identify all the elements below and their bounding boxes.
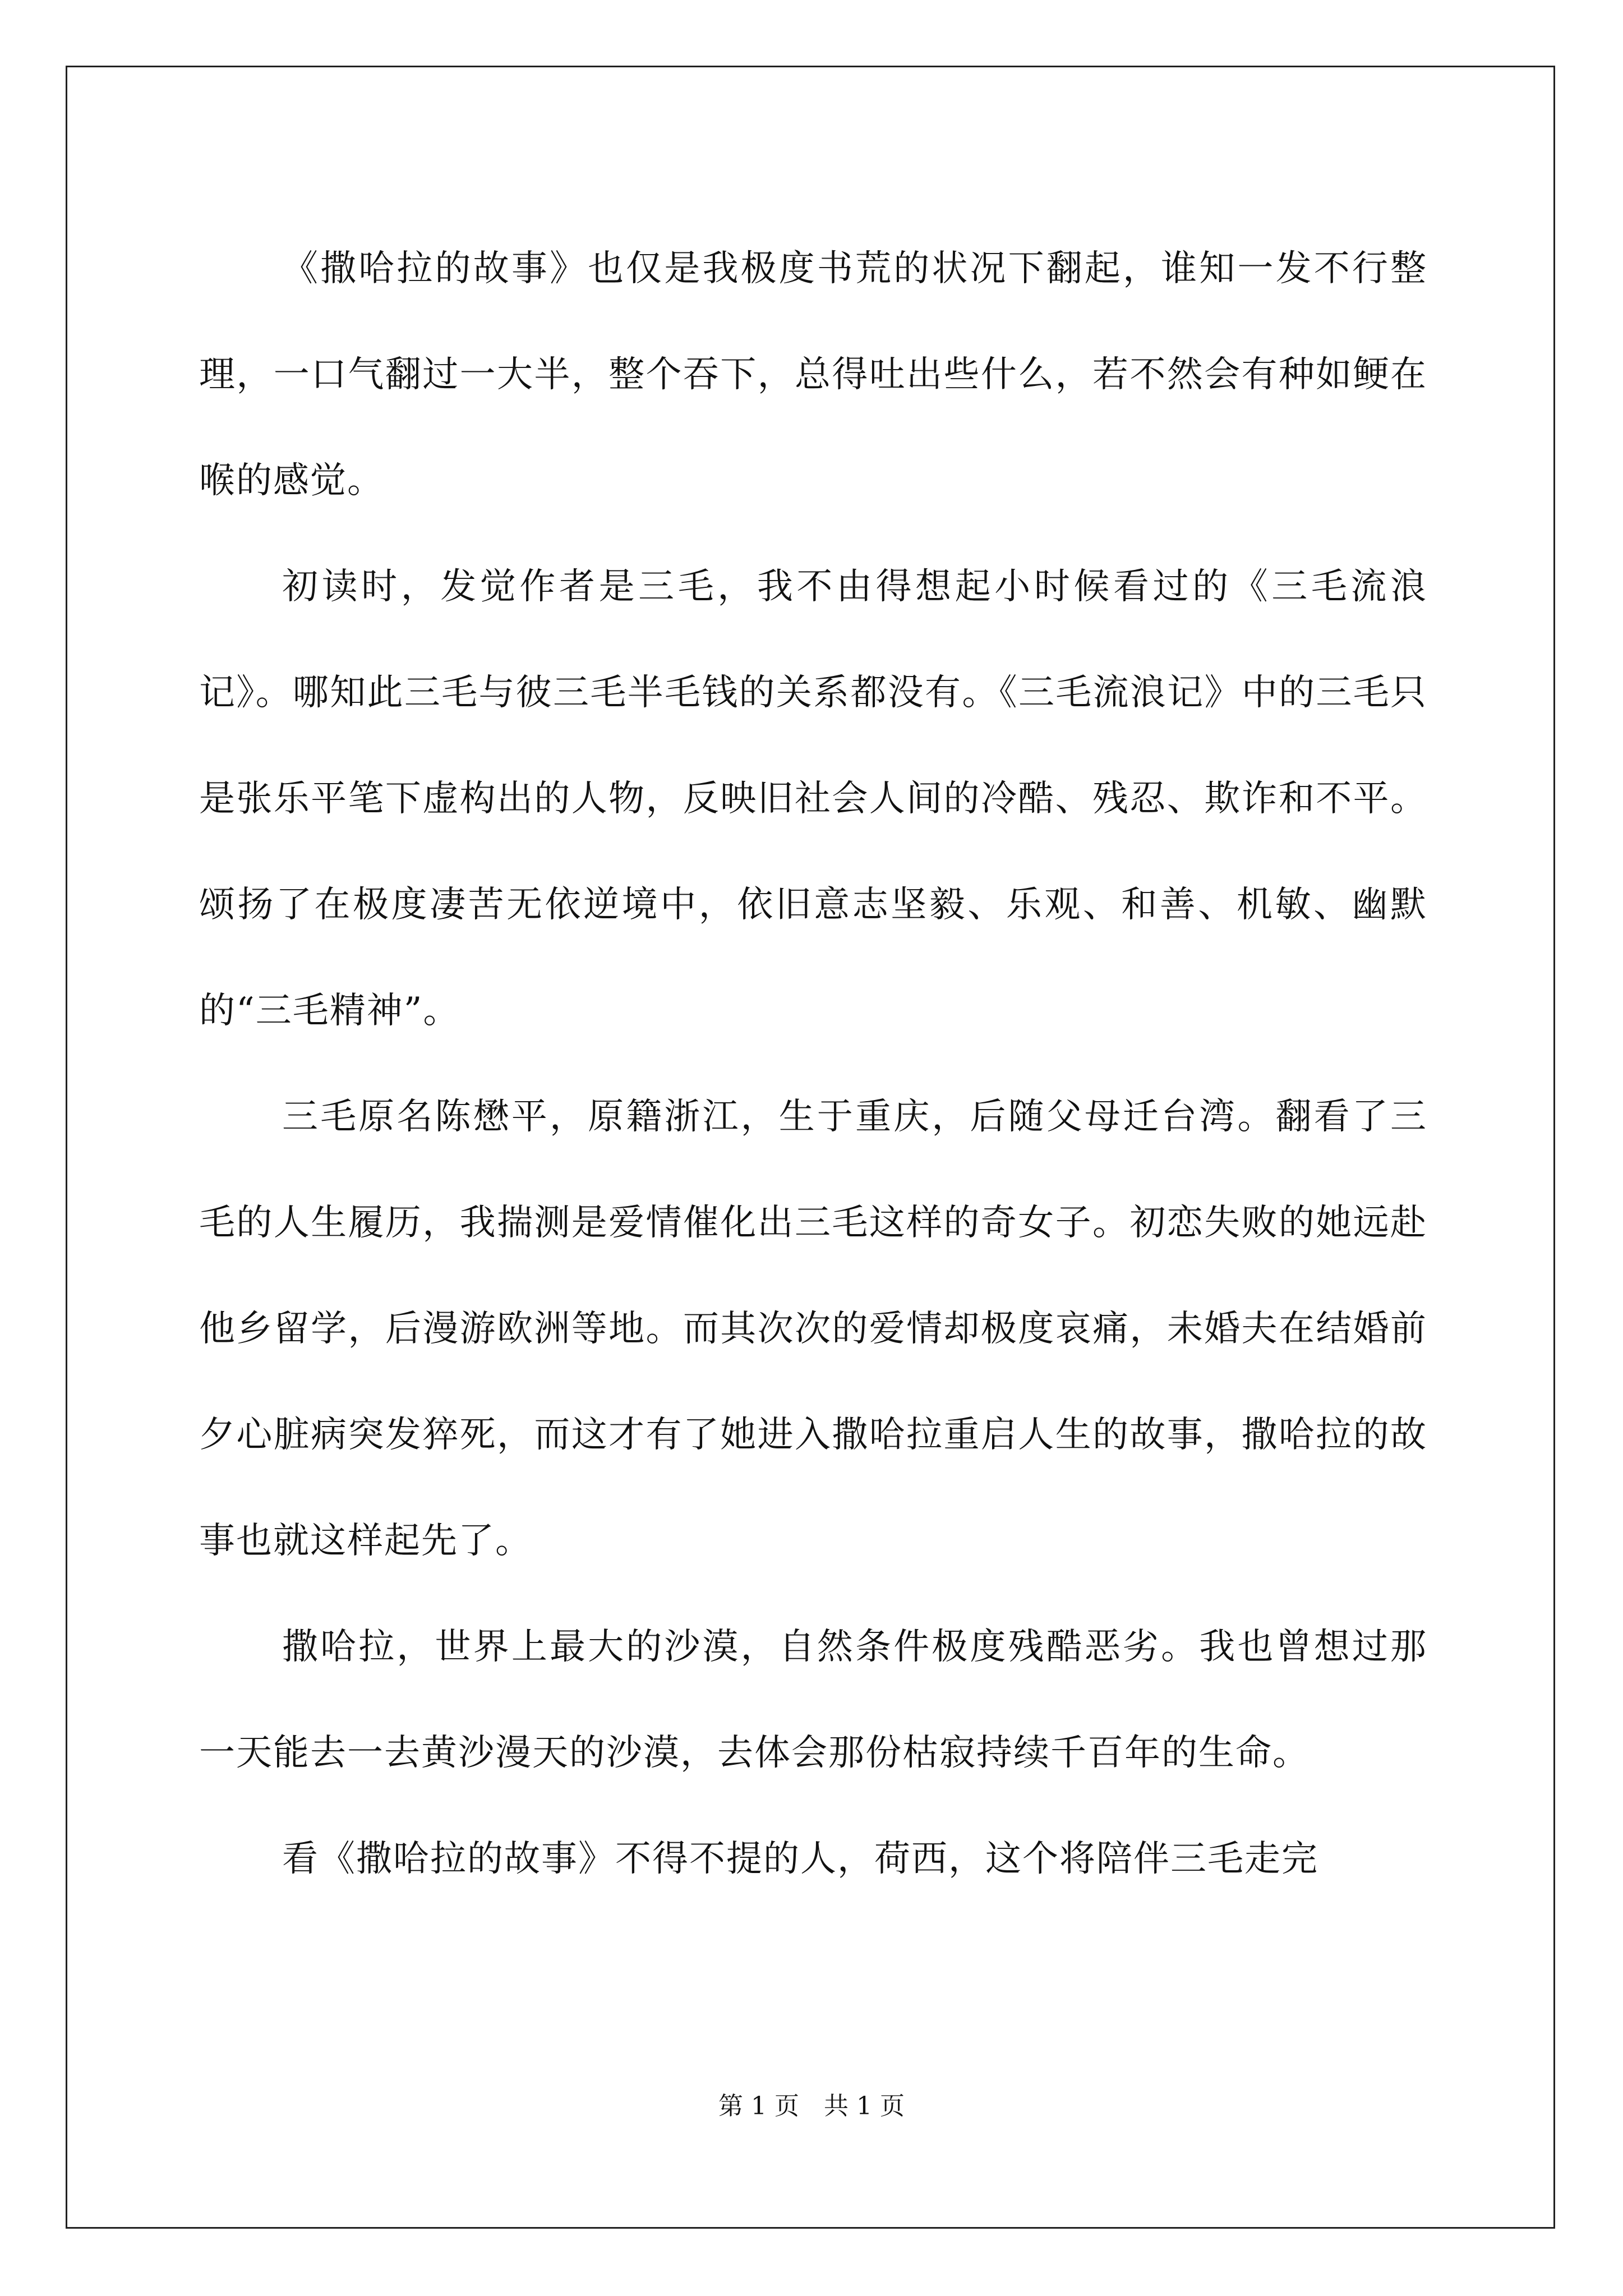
paragraph-1: 《撒哈拉的故事》也仅是我极度书荒的状况下翻起，谁知一发不行整理，一口气翻过一大半，整个吞下，总得吐出些什么，若不然会有种如鲠在喉的感觉。 xyxy=(199,248,1427,501)
paragraph-2: 初读时，发觉作者是三毛，我不由得想起小时候看过的《三毛流浪记》。哪知此三毛与彼三毛半毛钱的关系都没有。《三毛流浪记》中的三毛只是张乐平笔下虚构出的人物，反映旧社会人间的冷酷、残忍、欺诈和不平。颂扬了在极度凄苦无依逆境中，依旧意志坚毅、乐观、和善、机敏、幽默的“三毛精神”。 xyxy=(199,566,1427,1032)
page-footer xyxy=(0,2090,1623,2123)
page-number-label: 第 1 页 共 1 页 xyxy=(718,2092,905,2120)
document-body xyxy=(199,216,1427,1912)
paragraph-3: 三毛原名陈懋平，原籍浙江，生于重庆，后随父母迁台湾。翻看了三毛的人生履历，我揣测是爱情催化出三毛这样的奇女子。初恋失败的她远赴他乡留学，后漫游欧洲等地。而其次次的爱情却极度哀痛，未婚夫在结婚前夕心脏病突发猝死，而这才有了她进入撒哈拉重启人生的故事，撒哈拉的故事也就这样起先了。 xyxy=(199,1096,1427,1562)
paragraph-5: 看《撒哈拉的故事》不得不提的人，荷西，这个将陪伴三毛走完 xyxy=(282,1838,1318,1880)
paragraph-4: 撒哈拉，世界上最大的沙漠，自然条件极度残酷恶劣。我也曾想过那一天能去一去黄沙漫天的沙漠，去体会那份枯寂持续千百年的生命。 xyxy=(199,1626,1427,1774)
